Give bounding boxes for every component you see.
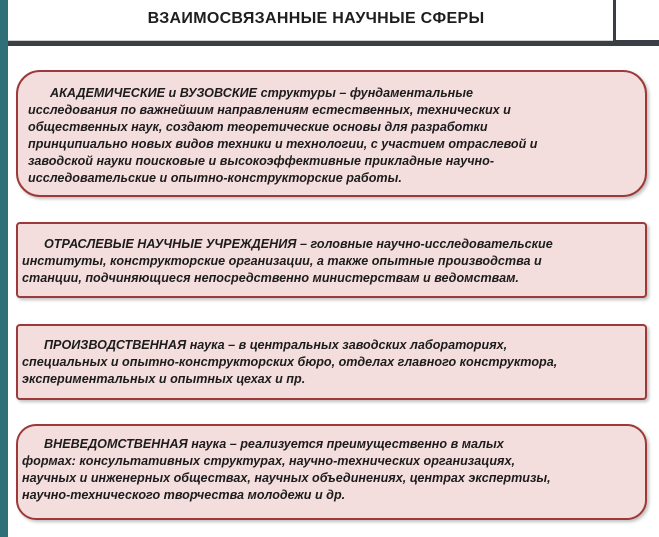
production-science-box (16, 324, 647, 400)
extradepartmental-science-lead: ВНЕВЕДОМСТВЕННАЯ (44, 437, 188, 451)
page-title: ВЗАИМОСВЯЗАННЫЕ НАУЧНЫЕ СФЕРЫ (147, 10, 485, 27)
academic-sphere-box (16, 70, 647, 197)
academic-sphere-lead: АКАДЕМИЧЕСКИЕ и ВУЗОВСКИЕ (50, 86, 258, 100)
title-bar-corner (616, 0, 659, 40)
industry-institutions-box (16, 222, 647, 298)
production-science-text: ПРОИЗВОДСТВЕННАЯ наука – в центральных заводских лабораториях, специальных и опытно-конструкторских бюро, отделах главного конструктора, экспериментальных и опытных цехах и пр. (22, 338, 558, 386)
extradepartmental-science-box (16, 424, 647, 520)
industry-institutions-text: ОТРАСЛЕВЫЕ НАУЧНЫЕ УЧРЕЖДЕНИЯ – головные научно-исследовательские институты, конструкторские организации, а также опытные производства и станции, подчиняющиеся непосредственно министерствам и ведомствам. (22, 237, 553, 285)
academic-sphere-text: АКАДЕМИЧЕСКИЕ и ВУЗОВСКИЕ структуры – фундаментальные исследования по важнейшим направлениям естественных, технических и общественных наук, создают теоретические основы для разработки принципиально новых видов техники и технологии, с участием отраслевой и заводской науки поисковые и высокоэффективные прикладные научно- исследовательские и опытно-конструкторские работы. (28, 86, 538, 185)
extradepartmental-science-text: ВНЕВЕДОМСТВЕННАЯ наука – реализуется преимущественно в малых формах: консультативных структурах, научно-технических организациях, научных и инженерных обществах, научных объединениях, центрах экспертизы, научно-технического творчества молодежи и др. (22, 437, 551, 502)
production-science-lead: ПРОИЗВОДСТВЕННАЯ (44, 338, 187, 352)
left-edge-strip (0, 0, 8, 537)
industry-institutions-lead: ОТРАСЛЕВЫЕ НАУЧНЫЕ УЧРЕЖДЕНИЯ (44, 237, 297, 251)
title-bar (8, 0, 613, 41)
